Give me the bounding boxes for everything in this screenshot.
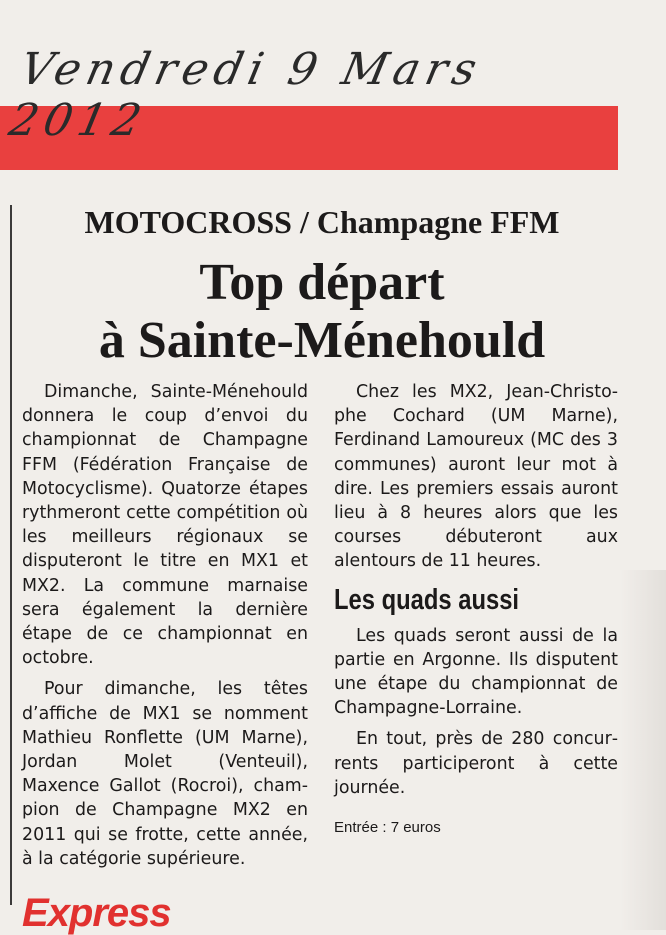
logo-rest: xpress xyxy=(47,891,171,935)
title-line-1: Top départ xyxy=(199,254,445,311)
paragraph: Chez les MX2, Jean-Christophe Cochard (UM Marne), Ferdinand Lamoureux (MC des 3 communes) auront leur mot à dire. Les premiers essais auront lieu à 8 heures alors que les courses débuteront aux alentours de 11 heures. xyxy=(334,382,618,572)
article-kicker: MOTOCROSS / Champagne FFM xyxy=(84,204,560,240)
newspaper-logo xyxy=(22,892,171,934)
entry-price: Entrée : 7 euros xyxy=(334,819,441,837)
bleed-through-shadow xyxy=(620,570,666,930)
section-subhead: Les quads aussi xyxy=(334,583,520,616)
handwritten-date: Vendredi 9 Mars 2012 xyxy=(4,44,487,146)
logo-initial: E xyxy=(22,891,48,935)
title-line-2: à Sainte-Ménehould xyxy=(98,312,546,369)
article-column-2 xyxy=(334,380,618,840)
paragraph: Les quads seront aussi de la partie en Argonne. Ils disputent une étape du championnat de Champagne-Lorraine. xyxy=(334,625,618,719)
article-title xyxy=(22,254,622,370)
paragraph: Dimanche, Sainte-Ménehould donnera le coup d’envoi du championnat de Champagne FFM (Fédération Française de Motocyclisme). Quatorze étapes rythmeront cette compétition où les meilleurs régionaux se disputeront le titre en MX1 et MX2. La commune marnaise sera également la dernière étape de ce championnat en octobre. xyxy=(22,382,308,669)
paragraph: Pour dimanche, les têtes d’affiche de MX1 se nomment Mathieu Ronflette (UM Marne), Jordan Molet (Venteuil), Maxence Gallot (Rocroi), champion de Champagne MX2 en 2011 qui se frotte, cette année, à la catégorie supérieure. xyxy=(22,679,308,869)
article-column-1 xyxy=(22,380,308,878)
paragraph: En tout, près de 280 concurrents participeront à cette journée. xyxy=(334,729,618,798)
column-rule xyxy=(10,205,12,905)
